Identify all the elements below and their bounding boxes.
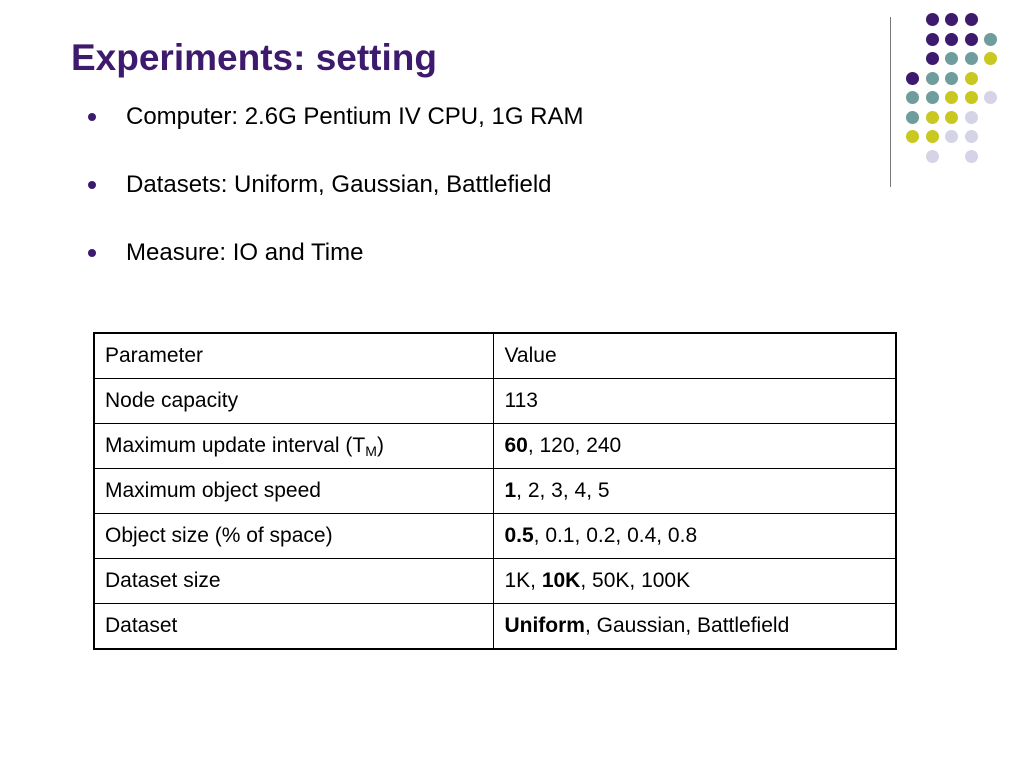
param-cell xyxy=(94,469,494,514)
slide-title: Experiments: setting xyxy=(71,37,437,78)
decorative-dot-teal xyxy=(984,33,997,46)
decorative-dot-purple xyxy=(906,72,919,85)
value-cell xyxy=(494,379,896,424)
decorative-dot-teal xyxy=(965,52,978,65)
table-row xyxy=(94,514,896,559)
param-text: Node capacity xyxy=(105,389,239,412)
title-divider-line xyxy=(890,17,891,187)
table-row xyxy=(94,469,896,514)
param-text: Object size (% of space) xyxy=(105,524,333,547)
decorative-dot-lavender xyxy=(926,150,939,163)
decorative-dot-grid xyxy=(906,13,1006,173)
decorative-dot-lavender xyxy=(965,130,978,143)
value-cell xyxy=(494,559,896,604)
value-cell xyxy=(494,469,896,514)
decorative-dot-teal xyxy=(926,72,939,85)
bullet-dot-icon xyxy=(88,113,96,121)
value-cell xyxy=(494,514,896,559)
value-default: 10K xyxy=(541,569,581,592)
bullet-text: Measure: IO and Time xyxy=(126,239,364,266)
decorative-dot-lime xyxy=(926,130,939,143)
value-before: 1K, xyxy=(504,569,542,592)
decorative-dot-lavender xyxy=(965,150,978,163)
decorative-dot-teal xyxy=(945,52,958,65)
value-rest: , 0.1, 0.2, 0.4, 0.8 xyxy=(533,524,698,547)
decorative-dot-lime xyxy=(945,111,958,124)
decorative-dot-teal xyxy=(945,72,958,85)
decorative-dot-lime xyxy=(984,52,997,65)
param-cell xyxy=(94,379,494,424)
table-row xyxy=(94,424,896,469)
decorative-dot-teal xyxy=(906,111,919,124)
decorative-dot-lime xyxy=(965,72,978,85)
header-value: Value xyxy=(494,333,896,379)
param-cell xyxy=(94,424,494,469)
header-parameter: Parameter xyxy=(94,333,494,379)
value-rest: 113 xyxy=(504,389,538,412)
param-cell xyxy=(94,514,494,559)
param-text-after: ) xyxy=(376,434,384,457)
value-rest: , 2, 3, 4, 5 xyxy=(516,479,610,502)
bullet-text: Computer: 2.6G Pentium IV CPU, 1G RAM xyxy=(126,103,584,130)
param-text: Maximum update interval (T xyxy=(105,434,366,457)
value-rest: , 50K, 100K xyxy=(580,569,691,592)
param-cell xyxy=(94,559,494,604)
decorative-dot-purple xyxy=(965,33,978,46)
decorative-dot-purple xyxy=(926,52,939,65)
decorative-dot-lime xyxy=(926,111,939,124)
decorative-dot-purple xyxy=(945,13,958,26)
decorative-dot-purple xyxy=(965,13,978,26)
value-rest: , 120, 240 xyxy=(527,434,622,457)
param-subscript: M xyxy=(365,443,377,459)
param-cell xyxy=(94,604,494,650)
table-row xyxy=(94,559,896,604)
table-row xyxy=(94,604,896,650)
value-default: 0.5 xyxy=(504,524,534,547)
decorative-dot-lime xyxy=(965,91,978,104)
decorative-dot-teal xyxy=(906,91,919,104)
value-default: 60 xyxy=(504,434,528,457)
table-header-row xyxy=(94,333,896,379)
value-default: 1 xyxy=(504,479,517,502)
parameter-table xyxy=(93,332,897,650)
value-default: Uniform xyxy=(504,614,585,637)
bullet-dot-icon xyxy=(88,249,96,257)
bullet-dot-icon xyxy=(88,181,96,189)
decorative-dot-lime xyxy=(906,130,919,143)
decorative-dot-purple xyxy=(945,33,958,46)
decorative-dot-lavender xyxy=(945,130,958,143)
decorative-dot-lime xyxy=(945,91,958,104)
value-cell xyxy=(494,604,896,650)
param-text: Dataset xyxy=(105,614,178,637)
decorative-dot-lavender xyxy=(965,111,978,124)
value-rest: , Gaussian, Battlefield xyxy=(584,614,790,637)
decorative-dot-purple xyxy=(926,13,939,26)
param-text: Maximum object speed xyxy=(105,479,321,502)
value-cell xyxy=(494,424,896,469)
param-text: Dataset size xyxy=(105,569,221,592)
decorative-dot-lavender xyxy=(984,91,997,104)
bullet-text: Datasets: Uniform, Gaussian, Battlefield xyxy=(126,171,552,198)
decorative-dot-purple xyxy=(926,33,939,46)
table-row xyxy=(94,379,896,424)
decorative-dot-teal xyxy=(926,91,939,104)
